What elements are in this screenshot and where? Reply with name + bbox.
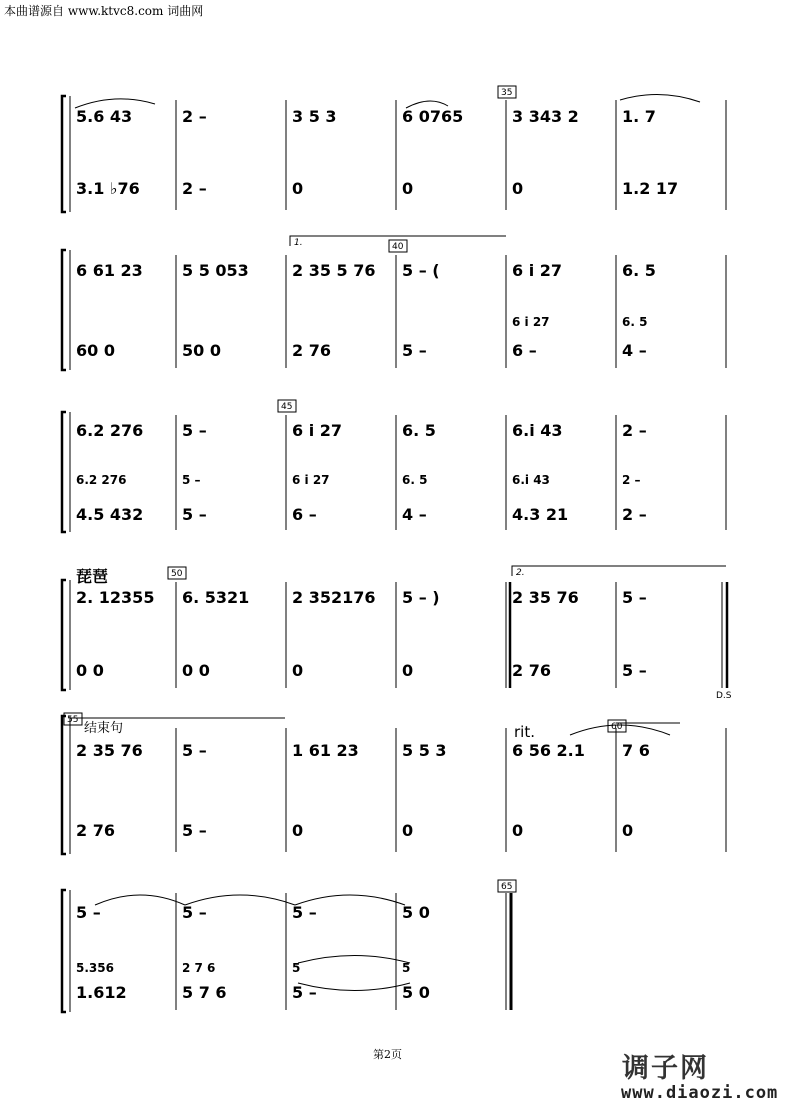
note-group: 5 – xyxy=(182,421,207,440)
note-group: 5 7 6 xyxy=(182,983,227,1002)
note-group: 0 xyxy=(292,821,304,840)
note-group: 6 61 23 xyxy=(76,261,143,280)
note-group: 6. 5321 xyxy=(182,588,250,607)
instrument-label: 琵琶 xyxy=(76,567,109,586)
note-group: 5 – xyxy=(182,741,207,760)
source-header: 本曲谱源自 www.ktvc8.com 词曲网 xyxy=(4,4,204,18)
ds-label: D.S xyxy=(716,691,732,701)
note-group: 5 – xyxy=(622,588,647,607)
note-group: 50 0 xyxy=(182,341,221,360)
note-group: 2 – xyxy=(622,505,647,524)
note-group: 4.3 21 xyxy=(512,505,569,524)
note-group: 5 – xyxy=(292,983,317,1002)
note-group: 6 i 27 xyxy=(292,473,330,487)
note-group: 6.2 276 xyxy=(76,473,127,487)
note-group: 6. 5 xyxy=(622,261,656,280)
note-group: 1 61 23 xyxy=(292,741,359,760)
note-group: 6 – xyxy=(292,505,317,524)
note-group: 0 0 xyxy=(76,661,104,680)
measure-number: 65 xyxy=(501,882,513,892)
note-group: 6. 5 xyxy=(402,473,428,487)
note-group: 0 xyxy=(402,821,414,840)
volta-1-label: 1. xyxy=(294,238,303,248)
note-group: 2 76 xyxy=(512,661,551,680)
page-number: 第2页 xyxy=(373,1048,402,1061)
measure-number: 55 xyxy=(67,715,79,725)
note-group: 5.356 xyxy=(76,961,114,975)
note-group: 0 0 xyxy=(182,661,210,680)
note-group: 0 xyxy=(292,661,304,680)
note-group: 2 76 xyxy=(76,821,115,840)
note-group: 60 0 xyxy=(76,341,115,360)
note-group: 0 xyxy=(402,661,414,680)
volta-2-label: 2. xyxy=(516,568,525,578)
note-group: 2 – xyxy=(622,473,641,487)
note-group: 2 352176 xyxy=(292,588,376,607)
measure-number: 35 xyxy=(501,88,513,98)
note-group: 3 5 3 xyxy=(292,107,337,126)
note-group: 2 – xyxy=(182,179,207,198)
note-group: 5 – xyxy=(182,821,207,840)
note-group: 6 – xyxy=(512,341,537,360)
note-group: 6.i 43 xyxy=(512,473,550,487)
note-group: 5 – ( xyxy=(402,261,440,280)
note-group: 5 5 053 xyxy=(182,261,249,280)
note-group: 5 – xyxy=(182,473,201,487)
measure-number: 45 xyxy=(281,402,293,412)
note-group: 4.5 432 xyxy=(76,505,144,524)
note-group: 5 – xyxy=(622,661,647,680)
note-group: 2. 12355 xyxy=(76,588,155,607)
measure-number: 60 xyxy=(611,722,623,732)
ending-label: 结束句 xyxy=(84,721,124,736)
note-group: 3.1 ♭76 xyxy=(76,179,140,198)
note-group: 2 7 6 xyxy=(182,961,216,975)
note-group: 5 xyxy=(402,961,411,975)
note-group: 2 35 5 76 xyxy=(292,261,376,280)
watermark-title: 调子网 xyxy=(622,1053,709,1084)
note-group: 1.612 xyxy=(76,983,127,1002)
note-group: 0 xyxy=(512,179,524,198)
measure-number: 50 xyxy=(171,569,183,579)
note-group: 3 343 2 xyxy=(512,107,579,126)
note-group: 6 i 27 xyxy=(512,261,563,280)
note-group: 5 xyxy=(292,961,301,975)
note-group: 2 35 76 xyxy=(512,588,579,607)
note-group: 6 56 2.1 xyxy=(512,741,585,760)
rit-label: rit. xyxy=(514,723,535,741)
note-group: 2 – xyxy=(622,421,647,440)
note-group: 2 – xyxy=(182,107,207,126)
note-group: 0 xyxy=(622,821,634,840)
watermark-url: www.diaozi.com xyxy=(621,1083,779,1103)
note-group: 7 6 xyxy=(622,741,650,760)
note-group: 6. 5 xyxy=(402,421,436,440)
note-group: 4 – xyxy=(402,505,427,524)
note-group: 6 0765 xyxy=(402,107,464,126)
note-group: 0 xyxy=(402,179,414,198)
note-group: 1. 7 xyxy=(622,107,656,126)
note-group: 5 – xyxy=(292,903,317,922)
note-group: 1.2 17 xyxy=(622,179,679,198)
note-group: 5 – xyxy=(76,903,101,922)
note-group: 5 0 xyxy=(402,983,430,1002)
note-group: 5 – xyxy=(402,341,427,360)
note-group: 5 – xyxy=(182,903,207,922)
note-group: 6 i 27 xyxy=(512,315,550,329)
note-group: 5 0 xyxy=(402,903,430,922)
measure-number: 40 xyxy=(392,242,404,252)
note-group: 2 35 76 xyxy=(76,741,143,760)
note-group: 5 – xyxy=(182,505,207,524)
note-group: 6.2 276 xyxy=(76,421,144,440)
note-group: 2 76 xyxy=(292,341,331,360)
note-group: 6. 5 xyxy=(622,315,648,329)
note-group: 0 xyxy=(512,821,524,840)
note-group: 6 i 27 xyxy=(292,421,343,440)
note-group: 6.i 43 xyxy=(512,421,563,440)
note-group: 5 5 3 xyxy=(402,741,447,760)
note-group: 4 – xyxy=(622,341,647,360)
note-group: 5.6 43 xyxy=(76,107,133,126)
note-group: 0 xyxy=(292,179,304,198)
note-group: 5 – ) xyxy=(402,588,440,607)
